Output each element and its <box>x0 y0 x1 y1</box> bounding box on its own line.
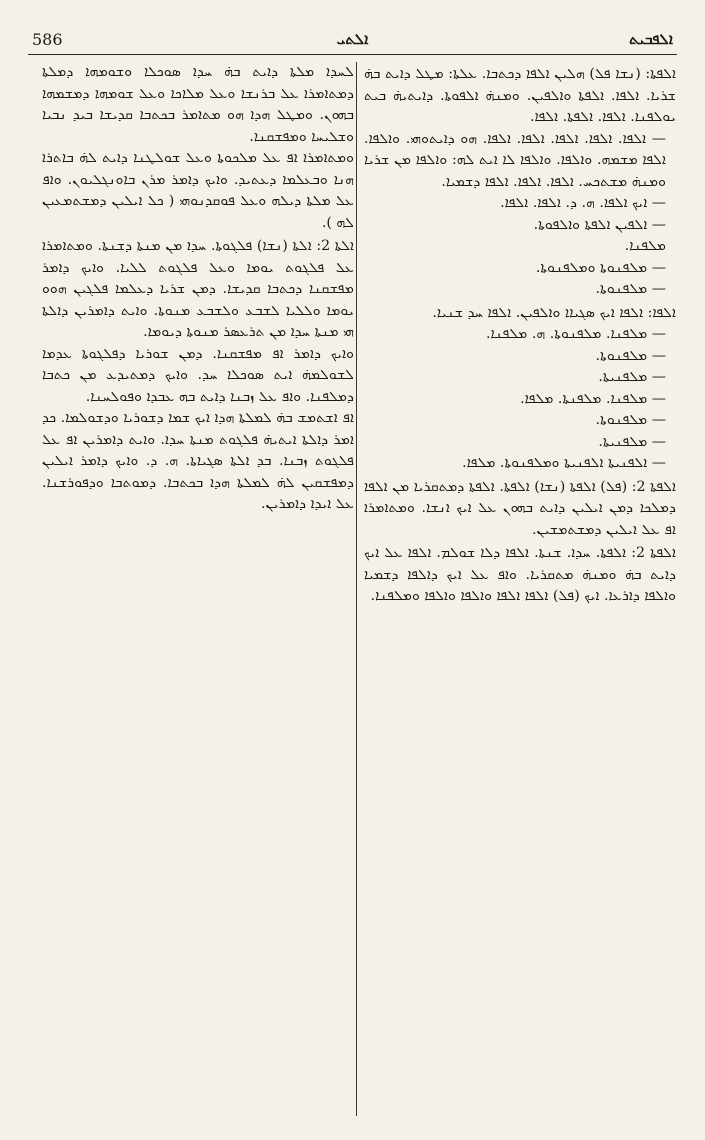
section-title: ܐܠܦܒܝܬ <box>629 30 673 48</box>
right-paragraph: — ܡܠܦܢܘܬܐ. <box>595 347 666 364</box>
right-paragraph: — ܡܠܦܢܘܬܐ. <box>595 412 666 428</box>
right-paragraph: — ܡܠܦܢܝܬܐ. <box>598 369 666 385</box>
right-paragraph: ܡܠܦܢܐ. <box>624 238 666 254</box>
left-column <box>42 62 354 1116</box>
left-paragraph: ܠܚܕܐ ܡܠܬܐ ܕܐܝܬ ܒܗ̇ ܚܕܐ ܣܘܟܠܐ ܘܫܘܡܗܐ ܕܡܠܬܐ ܕܡܬܐܡܪܐ ܥܠ ܒܪܢܫܐ ܘܥܠ ܡܠܐܟܐ ܘܥܠ ܫܘܡܗܐ ܕܡܫܡܗܐ ܒܗܘܢ. ܘܡܛܠ ܗܕܐ ܗܘ ܡܬܐܡܪ ܒܟܬܒܐ ܩܕܝܫܐ ܒܝܕ ܢܒܝܐ ܘܫܠܝܚܐ ܘܡܦܫܩܢܐ. <box>42 64 354 145</box>
left-paragraph: ܐܠܬܐ 2: ܐܠܬܐ (ܢܫܐ) ܦܠܓܘܬܐ. ܚܕܐ ܡܢ ܡܢܬܐ ܕܫܢܬܐ. ܘܡܬܐܡܪܐ ܥܠ ܦܠܓܘܬ ܝܘܡܐ ܘܥܠ ܦܠܓܘܬ ܠܠܝܐ. ܘܐܝܟ ܕܐܡܪ ܡܦܫܩܢܐ ܕܟܬܒܐ ܩܕܝܫܐ. ܕܡܢ ܫܪܝܐ ܕܥܠܡܐ ܦܠܓܝܢ ܗܘܘ ܝܘܡܐ ܘܠܠܝܐ ܠܫܒܥ ܘܠܫܒܥ ܡܢܘܬܐ. ܘܐܝܬ ܕܐܡܪܝܢ ܕܐܠܬܐ ܗܝ ܡܢܬܐ ܚܕܐ ܡܢ ܬܪܥܣܪ ܡܢܘܬܐ ܕܝܘܡܐ. <box>42 238 354 340</box>
right-paragraph: ܐܠܦܬܐ 2: ܐܠܦܬܐ. ܚܕܐ. ܫܢܬܐ. ܐܠܦܐ ܕܠܐ ܫܘܠܡ. ܐܠܦܐ ܥܠ ܐܝܟ ܕܐܝܬ ܒܗ̇ ܘܡܢܗ̇ ܡܬܩܪܝܐ. ܘܐܦ ܥܠ ܐܝܟ ܕܐܠܦܐ ܕܫܡܝܐ ܘܐܠܦܐ ܕܐܪܥܐ. ܐܝܟ (ܦܠ) ܐܠܦܐ ܐܠܦܐ ܘܐܠܦܐ ܘܐܠܦܐ ܘܡܠܦܢܐ. <box>364 545 676 604</box>
left-paragraph: ܘܡܬܐܡܪܐ ܐܦ ܥܠ ܡܠܟܘܬܐ ܘܥܠ ܫܘܠܛܢܐ ܕܐܝܬ ܠܗ̇ ܒܐܬܪܐ ܗܢܐ ܘܒܥܠܡܐ ܕܥܬܝܕ. ܘܐܝܟ ܕܐܡܪ ܡܪܢ ܒܐܘܢܓܠܝܘܢ. ܘܐܦ ܥܠ ܡܠܬܐ ܕܝܠܗ ܘܥܠ ܦܘܩܕܢܘܗܝ ( ܟܠ ܐܝܠܝܢ ܕܡܫܬܡܥܝܢ ܠܗ ). <box>42 150 354 231</box>
right-paragraph: ܐܠܦܐ: ܐܠܦܐ ܐܝܟ ܣܓܝܐܐ ܘܐܠܦܝܢ. ܐܠܦܐ ܚܕ ܫܢܝܐ. <box>432 304 676 321</box>
right-paragraph: — ܐܠܦܝܢ ܐܠܦܬܐ ܘܐܠܦܘܬܐ. <box>533 216 666 233</box>
page-header <box>28 28 677 55</box>
right-paragraph: — ܐܠܦܢܝܬܐ ܐܠܦܢܝܬܐ ܘܡܠܦܢܘܬܐ. ܡܠܦܐ. <box>462 455 666 471</box>
right-paragraph: ܐܠܦܬܐ: (ܢܫܐ ܦܠ) ܗܠܝܢ ܐܠܦܐ ܕܟܬܒܐ. ܥܠܬܐ: ܡܛܠ ܕܐܝܬ ܒܗ̇ ܫܪܝܐ. ܐܠܦܐ. ܐܠܦܬܐ ܘܐܠܦܝܢ. ܘܡܢܗ̇ ܐܠܦܘܬܐ. ܕܐܝܬܝܗ̇ ܒܝܬ ܝܘܠܦܢܐ. ܐܠܦܐ. ܐܠܦܬܐ. ܐܠܦܐ. <box>364 66 676 125</box>
right-paragraph: — ܡܠܦܢܝܬܐ. <box>598 433 666 450</box>
column-divider <box>356 62 357 1116</box>
left-paragraph: ܐܦ ܐܫܬܡܫ ܒܗ̇ ܠܡܠܬܐ ܗܕܐ ܐܝܟ ܫܡܐ ܕܫܘܪܝܐ ܘܕܫܘܠܡܐ. ܟܕ ܐܡܪ ܕܐܠܬܐ ܐܝܬܝܗ̇ ܦܠܓܘܬ ܡܢܬܐ ܚܕܐ. ܘܐܝܬ ܕܐܡܪܝܢ ܐܦ ܥܠ ܦܠܓܘܬ ܙܒܢܐ. ܒܕ ܐܠܬܐ ܣܓܝܐܬܐ. ܗ. ܕ. ܘܐܝܟ ܕܐܡܪ ܐܝܠܝܢ ܕܡܦܫܩܝܢ ܠܗ̇ ܠܡܠܬܐ ܗܕܐ ܒܟܬܒܐ. ܕܡܘܬܒܐ ܘܕܦܘܪܫܢܐ. ܥܠ ܐܝܕܐ ܕܐܡܪܝܢ. <box>42 410 354 512</box>
right-paragraph: — ܡܠܦܢܘܬܐ ܘܡܠܦܢܘܬܐ. <box>535 259 666 276</box>
right-paragraph: — ܐܠܦܐ. ܐܠܦܐ. ܐܠܦܐ. ܐܠܦܐ. ܐܠܦܐ. ܗܘ ܕܐܝܬܘܗܝ. ܘܐܠܦܐ. ܐܠܦܐ ܡܫܡܗ. ܘܐܠܦܐ. ܘܐܠܦܐ ܠܐ ܐܝܬ ܠܗ: ܘܐܠܦܐ ܡܢ ܫܪܝܐ ܘܡܢܗ̇ ܡܫܬܟܚ. ܐܠܦܐ. ܐܠܦܐ. ܐܠܦܐ ܕܫܡܝܐ. <box>364 130 666 190</box>
right-paragraph: — ܐܝܟ ܐܠܦܐ. ܗ. ܕ. ܐܠܦܐ. ܐܠܦܐ. <box>500 195 666 211</box>
right-paragraph: — ܡܠܦܢܐ. ܡܠܦܢܬܐ. ܡܠܦܐ. <box>520 390 666 407</box>
page-number: 586 <box>32 30 63 49</box>
left-paragraph: ܘܐܝܟ ܕܐܡܪ ܐܦ ܡܦܫܩܢܐ. ܕܡܢ ܫܘܪܝܐ ܕܦܠܓܘܬܐ ܥܕܡܐ ܠܫܘܠܡܗ̇ ܐܝܬ ܣܘܟܠܐ ܚܕ. ܘܐܝܟ ܕܡܬܝܕܥ ܡܢ ܟܬܒܐ ܕܡܠܦܢܐ. ܘܐܦ ܥܠ ܙܒܢܐ ܕܐܝܬ ܒܗ ܥܒܕܐ ܘܦܘܠܚܢܐ. <box>42 345 354 405</box>
running-title: ܐܠܬܝ <box>336 30 369 48</box>
right-column <box>364 62 676 1116</box>
right-paragraph: ܐܠܦܬܐ 2: (ܦܠ) ܐܠܦܬܐ (ܢܫܐ) ܐܠܦܬܐ. ܐܠܦܬܐ ܕܡܬܩܪܝܐ ܡܢ ܐܠܦܐ ܕܡܠܟܐ ܕܡܢ ܐܝܠܝܢ ܕܐܝܬ ܒܗܘܢ ܥܠ ܐܝܟ ܐܢܫܐ. ܘܡܬܐܡܪܐ ܐܦ ܥܠ ܐܝܠܝܢ ܕܡܫܬܡܫܝܢ. <box>364 478 676 538</box>
right-paragraph: — ܡܠܦܢܐ. ܡܠܦܢܘܬܐ. ܗ. ܡܠܦܢܐ. <box>486 326 666 342</box>
right-paragraph: — ܡܠܦܢܘܬܐ. <box>595 281 666 297</box>
